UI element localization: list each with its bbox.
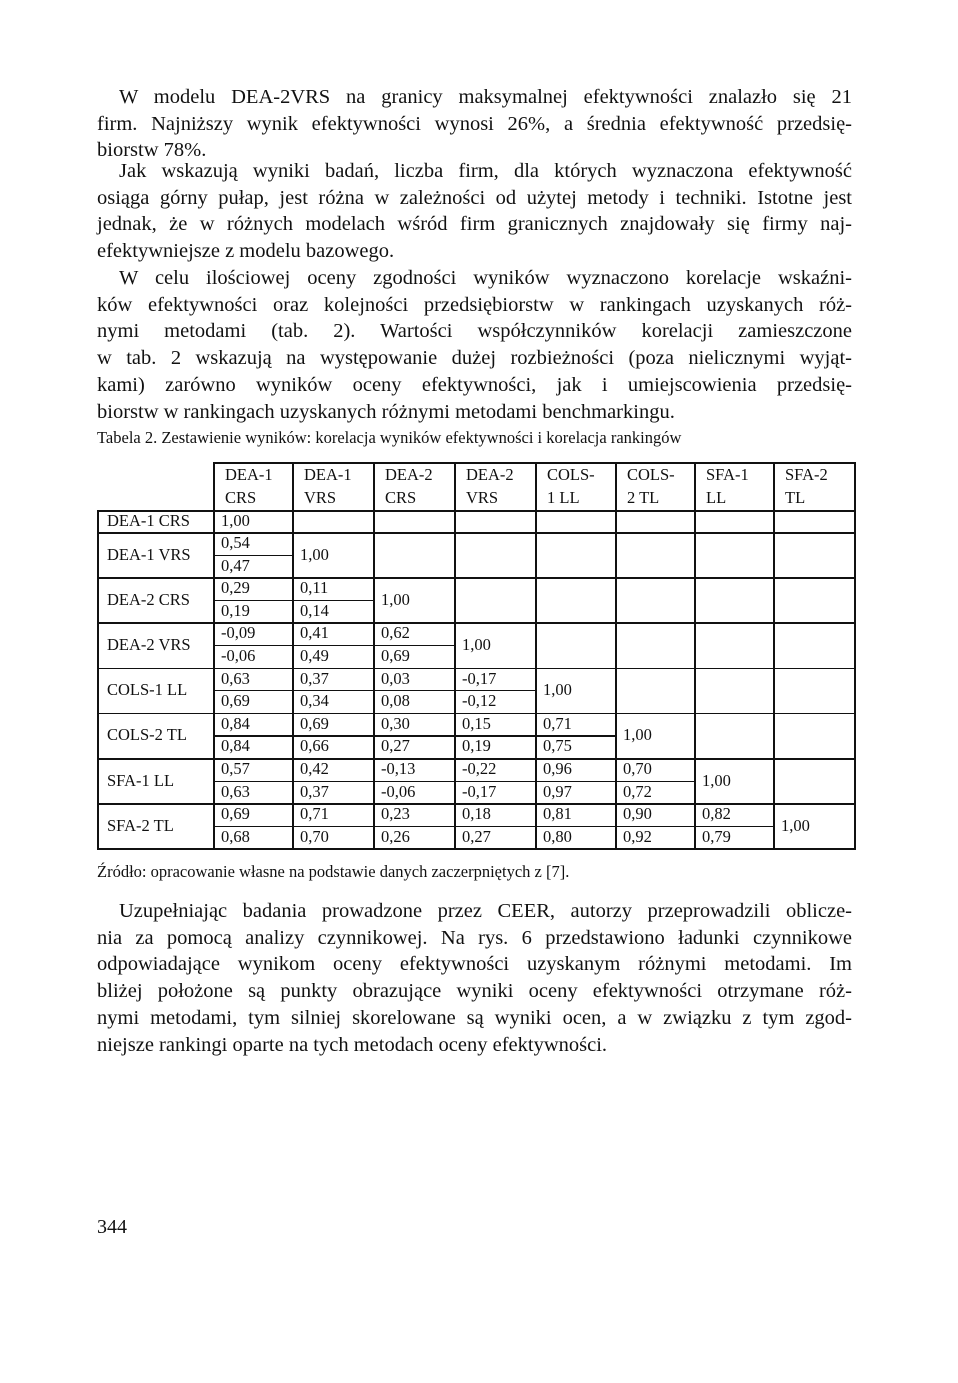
value-efficiency: 0,84	[221, 713, 250, 733]
column-header: COLS-	[627, 465, 675, 484]
column-header: COLS-	[547, 465, 595, 484]
table-source-note: Źródło: opracowanie własne na podstawie danych zaczerpniętych z [7].	[97, 862, 570, 881]
diagonal-value: 1,00	[381, 589, 410, 609]
table-rule	[373, 645, 454, 646]
value-efficiency: 0,23	[381, 804, 410, 824]
diagonal-value: 1,00	[300, 544, 329, 564]
value-ranking: -0,06	[221, 646, 256, 665]
column-header: VRS	[304, 488, 337, 507]
table-rule	[535, 781, 615, 782]
value-efficiency: 0,11	[300, 578, 329, 598]
value-ranking: 0,27	[462, 826, 491, 846]
text-line: firm. Najniższy wynik efektywności wynosi 26%, a średnia efektywność przedsię-	[97, 112, 852, 135]
value-ranking: 0,80	[543, 826, 572, 846]
table-rule	[213, 645, 292, 646]
row-header: DEA-1 VRS	[107, 544, 191, 564]
table-rule	[615, 826, 694, 827]
column-header: 1 LL	[547, 488, 580, 507]
value-ranking: 0,72	[623, 781, 652, 801]
table-rule	[97, 532, 856, 534]
text-line: biorstw w rankingach uzyskanych różnymi metodami benchmarkingu.	[97, 400, 675, 423]
value-efficiency: 0,15	[462, 713, 491, 733]
table-rule	[454, 735, 535, 736]
table-rule	[373, 781, 454, 782]
table-rule	[97, 668, 856, 670]
table-rule	[454, 462, 456, 848]
value-efficiency: 0,90	[623, 804, 652, 824]
table-rule	[454, 781, 535, 782]
value-efficiency: 0,42	[300, 759, 329, 778]
column-header: DEA-1	[225, 465, 273, 484]
value-ranking: -0,06	[381, 781, 416, 801]
table-rule	[97, 510, 856, 512]
row-header: COLS-2 TL	[107, 725, 187, 745]
value-efficiency: 0,03	[381, 668, 410, 688]
value-ranking: -0,17	[462, 781, 497, 801]
value-ranking: 0,19	[462, 736, 491, 756]
value-efficiency: 0,63	[221, 668, 250, 688]
text-line: odpowiadające wynikom oceny efektywności uzyskanym różnymi metodami. Im	[97, 953, 852, 976]
value-efficiency: -0,09	[221, 623, 256, 643]
table-rule	[97, 803, 856, 805]
table-rule	[373, 690, 454, 691]
column-header: DEA-1	[304, 465, 352, 484]
column-header: CRS	[385, 488, 417, 507]
paragraph-1	[97, 84, 852, 164]
table-rule	[213, 462, 215, 848]
correlation-table	[97, 462, 855, 852]
value-efficiency: 0,29	[221, 578, 250, 598]
value-ranking: 0,14	[300, 600, 329, 620]
value-efficiency: 0,41	[300, 623, 329, 643]
value-efficiency: 0,54	[221, 533, 250, 552]
value-ranking: 0,92	[623, 826, 652, 846]
paragraph-2	[97, 158, 852, 265]
value-efficiency: 0,37	[300, 668, 329, 688]
table-rule	[213, 462, 856, 464]
table-rule	[373, 826, 454, 827]
table-rule	[213, 781, 292, 782]
value-efficiency: 0,82	[702, 804, 731, 824]
value-ranking: 0,69	[381, 646, 410, 665]
table-caption: Tabela 2. Zestawienie wyników: korelacja wyników efektywności i korelacja rankingów	[97, 428, 682, 447]
table-rule	[535, 735, 615, 736]
row-header: DEA-1 CRS	[107, 511, 190, 530]
value-ranking: 0,19	[221, 600, 250, 620]
value-ranking: 0,97	[543, 781, 572, 801]
value-ranking: 0,49	[300, 646, 329, 665]
text-line: jednak, że w różnych modelach wśród firm granicznych znajdowały się firmy naj-	[97, 213, 852, 236]
value-ranking: 0,70	[300, 826, 329, 846]
column-header: DEA-2	[385, 465, 433, 484]
value-ranking: 0,27	[381, 736, 410, 756]
paragraph-4	[97, 898, 852, 1058]
table-rule	[535, 826, 615, 827]
text-line: efektywniejsze z modelu bazowego.	[97, 240, 395, 263]
text-line: osiąga górny pułap, jest różna w zależności od użytej metody i techniki. Istotne jest	[97, 186, 852, 209]
text-line: bliżej położone są punkty obrazujące wyniki oceny efektywności otrzymane róż-	[97, 980, 852, 1003]
text-line: kami) zarówno wyników oceny efektywności, jak i umiejscowienia przedsię-	[97, 373, 852, 396]
table-rule	[97, 622, 856, 624]
table-rule	[97, 848, 856, 850]
table-rule	[213, 690, 292, 691]
text-line: ków efektywności oraz kolejności przedsiębiorstw w rankingach uzyskanych róż-	[97, 293, 852, 316]
table-rule	[535, 462, 537, 848]
table-rule	[97, 713, 856, 715]
table-rule	[292, 781, 373, 782]
text-line: biorstw 78%.	[97, 139, 207, 162]
table-rule	[454, 826, 535, 827]
table-rule	[97, 577, 856, 579]
value-efficiency: 0,18	[462, 804, 491, 824]
diagonal-value: 1,00	[221, 511, 250, 530]
row-header: DEA-2 VRS	[107, 634, 191, 654]
value-ranking: 0,26	[381, 826, 410, 846]
value-efficiency: 0,57	[221, 759, 250, 778]
paragraph-3	[97, 265, 852, 425]
value-efficiency: -0,13	[381, 759, 416, 778]
value-ranking: 0,68	[221, 826, 250, 846]
text-line: niejsze rankingi oparte na tych metodach oceny efektywności.	[97, 1033, 608, 1056]
text-line: nymi metodami, tym silniej skorelowane są wyniki ocen, a w związku z tym zgod-	[97, 1006, 852, 1029]
table-rule	[213, 826, 292, 827]
table-rule	[292, 735, 373, 736]
table-rule	[694, 462, 696, 848]
text-line: W modelu DEA-2VRS na granicy maksymalnej efektywności znalazło się 21	[119, 86, 852, 108]
value-efficiency: 0,69	[300, 713, 329, 733]
value-ranking: 0,34	[300, 691, 329, 711]
text-line: Jak wskazują wyniki badań, liczba firm, dla których wyznaczona efektywność	[119, 160, 852, 182]
column-header: SFA-2	[785, 465, 828, 484]
value-efficiency: -0,17	[462, 668, 497, 688]
value-ranking: 0,69	[221, 691, 250, 711]
diagonal-value: 1,00	[781, 815, 810, 835]
table-rule	[373, 735, 454, 736]
value-efficiency: 0,71	[300, 804, 329, 824]
text-line: w tab. 2 wskazują na występowanie dużej rozbieżności (poza nielicznymi wyjąt-	[97, 347, 852, 370]
diagonal-value: 1,00	[543, 680, 572, 700]
text-line: W celu ilościowej oceny zgodności wyników wyznaczono korelacje wskaźni-	[119, 267, 852, 289]
column-header: CRS	[225, 488, 257, 507]
value-efficiency: 0,30	[381, 713, 410, 733]
value-ranking: 0,37	[300, 781, 329, 801]
diagonal-value: 1,00	[623, 725, 652, 745]
table-rule	[213, 555, 292, 556]
table-rule	[213, 735, 292, 736]
diagonal-value: 1,00	[702, 770, 731, 790]
table-rule	[292, 826, 373, 827]
diagonal-value: 1,00	[462, 634, 491, 654]
page-number: 344	[97, 1216, 127, 1238]
value-efficiency: 0,96	[543, 759, 572, 778]
value-efficiency: 0,81	[543, 804, 572, 824]
text-line: Uzupełniając badania prowadzone przez CEER, autorzy przeprowadzili oblicze-	[119, 900, 852, 922]
row-header: SFA-1 LL	[107, 770, 175, 790]
text-line: nia za pomocą analizy czynnikowej. Na rys. 6 przedstawiono ładunki czynnikowe	[97, 926, 852, 949]
table-rule	[454, 690, 535, 691]
table-rule	[773, 462, 775, 848]
table-rule	[854, 462, 856, 848]
table-rule	[97, 510, 99, 848]
row-header: DEA-2 CRS	[107, 589, 190, 609]
value-ranking: 0,08	[381, 691, 410, 711]
value-ranking: 0,66	[300, 736, 329, 756]
value-efficiency: -0,22	[462, 759, 497, 778]
value-ranking: 0,47	[221, 555, 250, 575]
column-header: TL	[785, 488, 806, 507]
table-rule	[292, 462, 294, 848]
table-rule	[292, 645, 373, 646]
table-rule	[373, 462, 375, 848]
table-rule	[292, 600, 373, 601]
value-efficiency: 0,70	[623, 759, 652, 778]
value-efficiency: 0,62	[381, 623, 410, 643]
column-header: SFA-1	[706, 465, 749, 484]
value-ranking: 0,75	[543, 736, 572, 756]
value-ranking: 0,79	[702, 826, 731, 846]
value-efficiency: 0,71	[543, 713, 572, 733]
table-rule	[292, 690, 373, 691]
value-ranking: 0,84	[221, 736, 250, 756]
column-header: DEA-2	[466, 465, 514, 484]
text-line: nymi metodami (tab. 2). Wartości współczynników korelacji zamieszczone	[97, 320, 852, 343]
value-ranking: 0,63	[221, 781, 250, 801]
column-header: VRS	[466, 488, 499, 507]
row-header: COLS-1 LL	[107, 680, 188, 700]
row-header: SFA-2 TL	[107, 815, 174, 835]
table-rule	[213, 600, 292, 601]
table-rule	[615, 462, 617, 848]
table-rule	[615, 781, 694, 782]
table-rule	[694, 826, 773, 827]
column-header: 2 TL	[627, 488, 660, 507]
value-efficiency: 0,69	[221, 804, 250, 824]
table-rule	[97, 758, 856, 760]
column-header: LL	[706, 488, 727, 507]
value-ranking: -0,12	[462, 691, 497, 711]
